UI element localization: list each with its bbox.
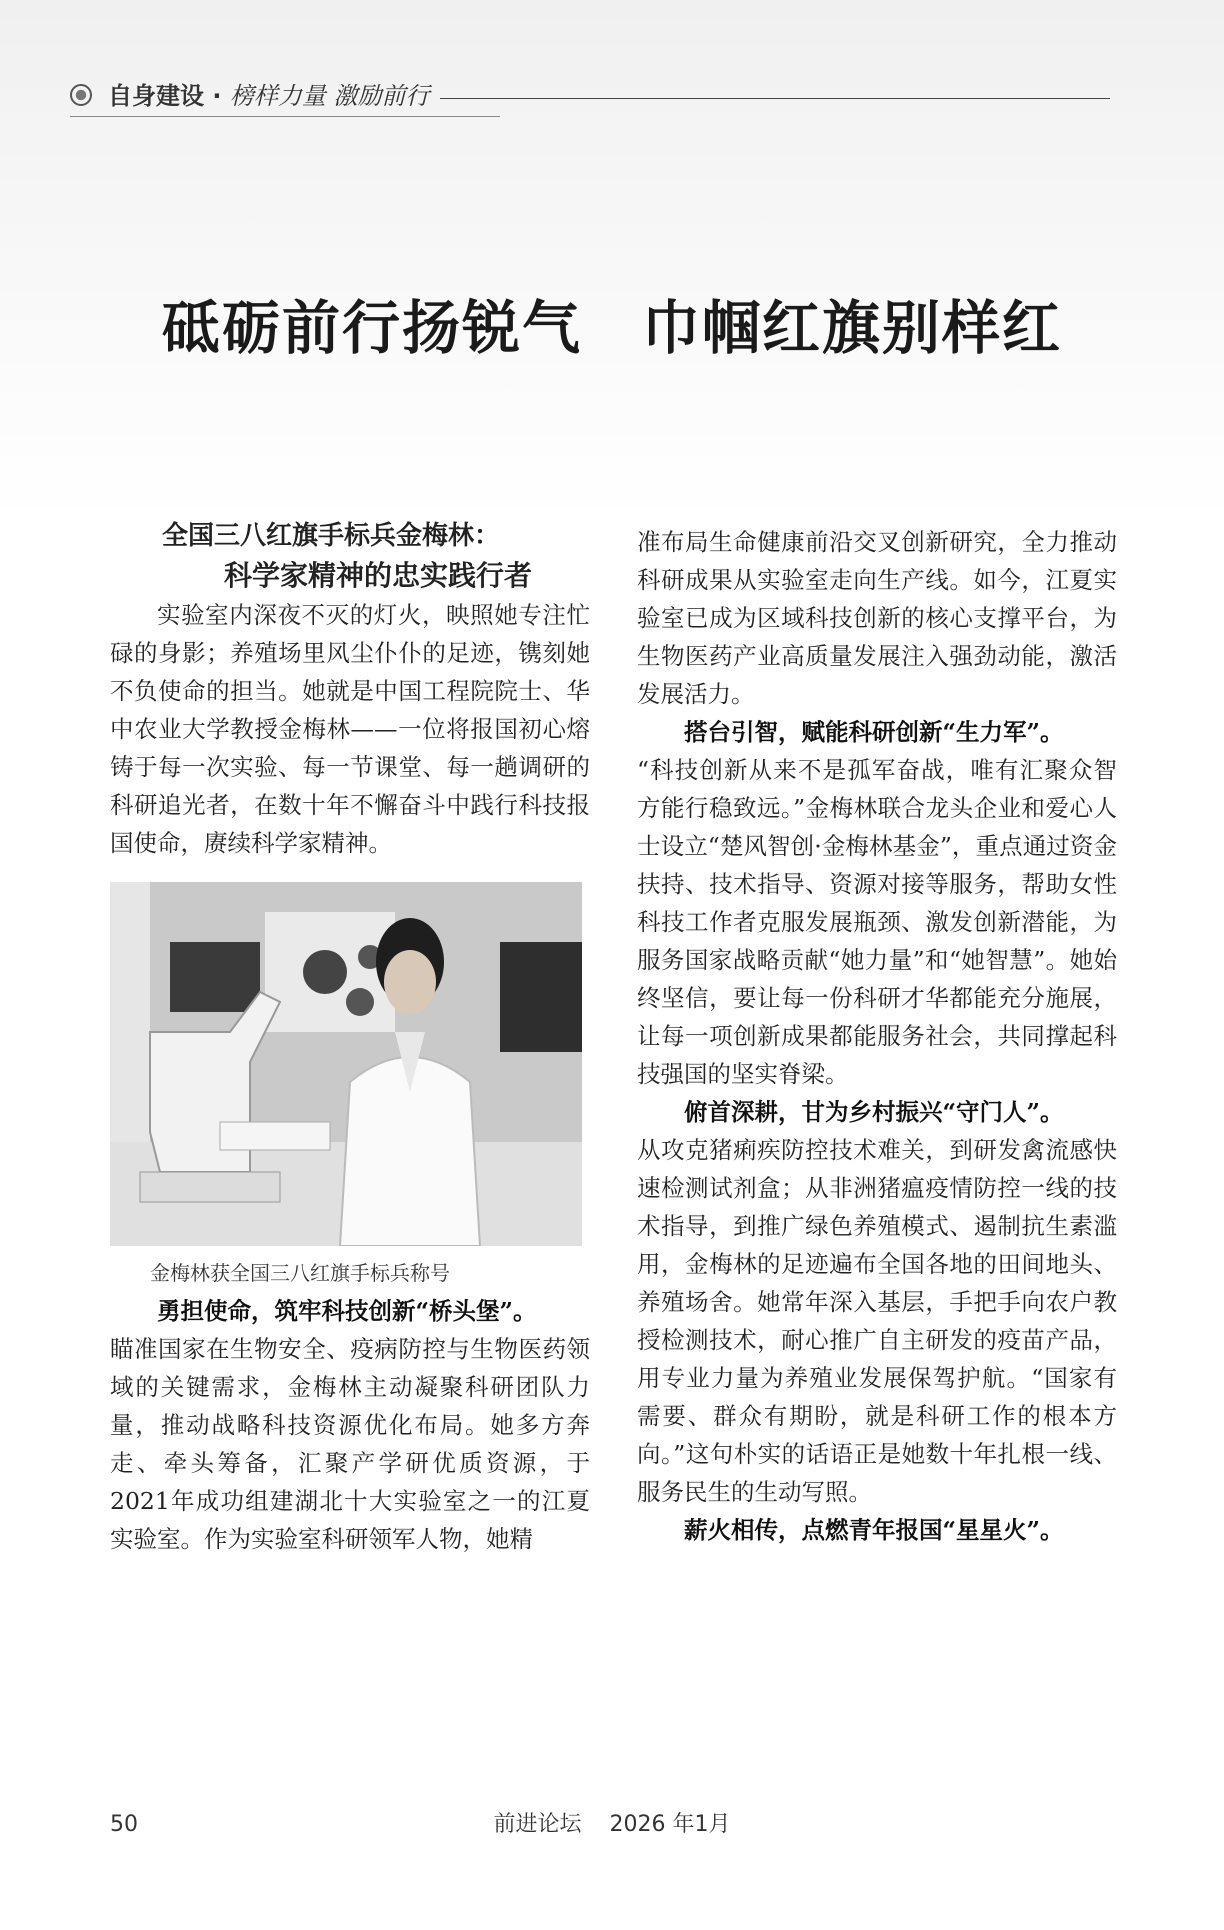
article-photo xyxy=(110,882,582,1246)
paragraph-1-continued: 准布局生命健康前沿交叉创新研究，全力推动科研成果从实验室走向生产线。如今，江夏实验室已成为区域科技创新的核心支撑平台，为生物医药产业高质量发展注入强劲动能，激活发展活力。 xyxy=(637,528,1117,708)
paragraph-2-body: “科技创新从来不是孤军奋战，唯有汇聚众智方能行稳致远。”金梅林联合龙头企业和爱心人士设立“楚风智创·金梅林基金”，重点通过资金扶持、技术指导、资源对接等服务，帮助女性科技工作者克服发展瓶颈、激发创新潜能，为服务国家战略贡献“她力量”和“她智慧”。她始终坚信，要让每一份科研才华都能充分施展，让每一项创新成果都能服务社会，共同撑起科技强国的坚实脊梁。 xyxy=(637,756,1117,1088)
page-number: 50 xyxy=(110,1812,138,1837)
header-rule xyxy=(440,98,1110,99)
paragraph-4 xyxy=(637,1511,1117,1549)
header-subtitle: 榜样力量 激励前行 xyxy=(229,82,430,110)
header-text xyxy=(108,80,429,112)
section-badge-icon xyxy=(70,84,92,106)
header-separator: · xyxy=(212,82,222,110)
article-title: 砥砺前行扬锐气 巾帼红旗别样红 xyxy=(161,294,1062,362)
right-column xyxy=(637,523,1117,1549)
footer-journal: 前进论坛 xyxy=(493,1812,582,1837)
subhead-line1: 全国三八红旗手标兵金梅林： xyxy=(162,521,501,551)
paragraph-1-heading: 勇担使命，筑牢科技创新“桥头堡”。 xyxy=(157,1297,537,1325)
paragraph-4-heading: 薪火相传，点燃青年报国“星星火”。 xyxy=(684,1516,1064,1544)
paragraph-2 xyxy=(637,713,1117,751)
header-section: 自身建设 xyxy=(108,82,204,110)
paragraph-3-body: 从攻克猪痢疾防控技术难关，到研发禽流感快速检测试剂盒；从非洲猪瘟疫情防控一线的技术指导，到推广绿色养殖模式、遏制抗生素滥用，金梅林的足迹遍布全国各地的田间地头、养殖场舍。她常年深入基层，手把手向农户教授检测技术，耐心推广自主研发的疫苗产品，用专业力量为养殖业发展保驾护航。“国家有需要、群众有期盼，就是科研工作的根本方向。”这句朴实的话语正是她数十年扎根一线、服务民生的生动写照。 xyxy=(637,1136,1117,1506)
intro-paragraph: 实验室内深夜不灭的灯火，映照她专注忙碌的身影；养殖场里风尘仆仆的足迹，镌刻她不负使命的担当。她就是中国工程院院士、华中农业大学教授金梅林——一位将报国初心熔铸于每一次实验、每一节课堂、每一趟调研的科研追光者，在数十年不懈奋斗中践行科技报国使命，赓续科学家精神。 xyxy=(110,601,590,857)
page-footer xyxy=(0,1810,1224,1840)
paragraph-3 xyxy=(637,1093,1117,1131)
background-swoosh xyxy=(0,0,1224,520)
header-underline xyxy=(70,116,500,117)
paragraph-1 xyxy=(110,1292,590,1330)
paragraph-3-heading: 俯首深耕，甘为乡村振兴“守门人”。 xyxy=(684,1098,1064,1126)
subhead-line2: 科学家精神的忠实践行者 xyxy=(223,559,532,592)
paragraph-1-body: 瞄准国家在生物安全、疫病防控与生物医药领域的关键需求，金梅林主动凝聚科研团队力量，推动战略科技资源优化布局。她多方奔走、牵头筹备，汇聚产学研优质资源，于2021年成功组建湖北十大实验室之一的江夏实验室。作为实验室科研领军人物，她精 xyxy=(110,1335,590,1553)
paragraph-2-heading: 搭台引智，赋能科研创新“生力军”。 xyxy=(684,718,1064,746)
photo-caption: 金梅林获全国三八红旗手标兵称号 xyxy=(150,1261,450,1285)
left-column xyxy=(110,516,590,1558)
footer-issue: 2026 年1月 xyxy=(609,1812,731,1837)
page-header xyxy=(70,80,1110,116)
lab-photo-illustration xyxy=(110,882,582,1246)
